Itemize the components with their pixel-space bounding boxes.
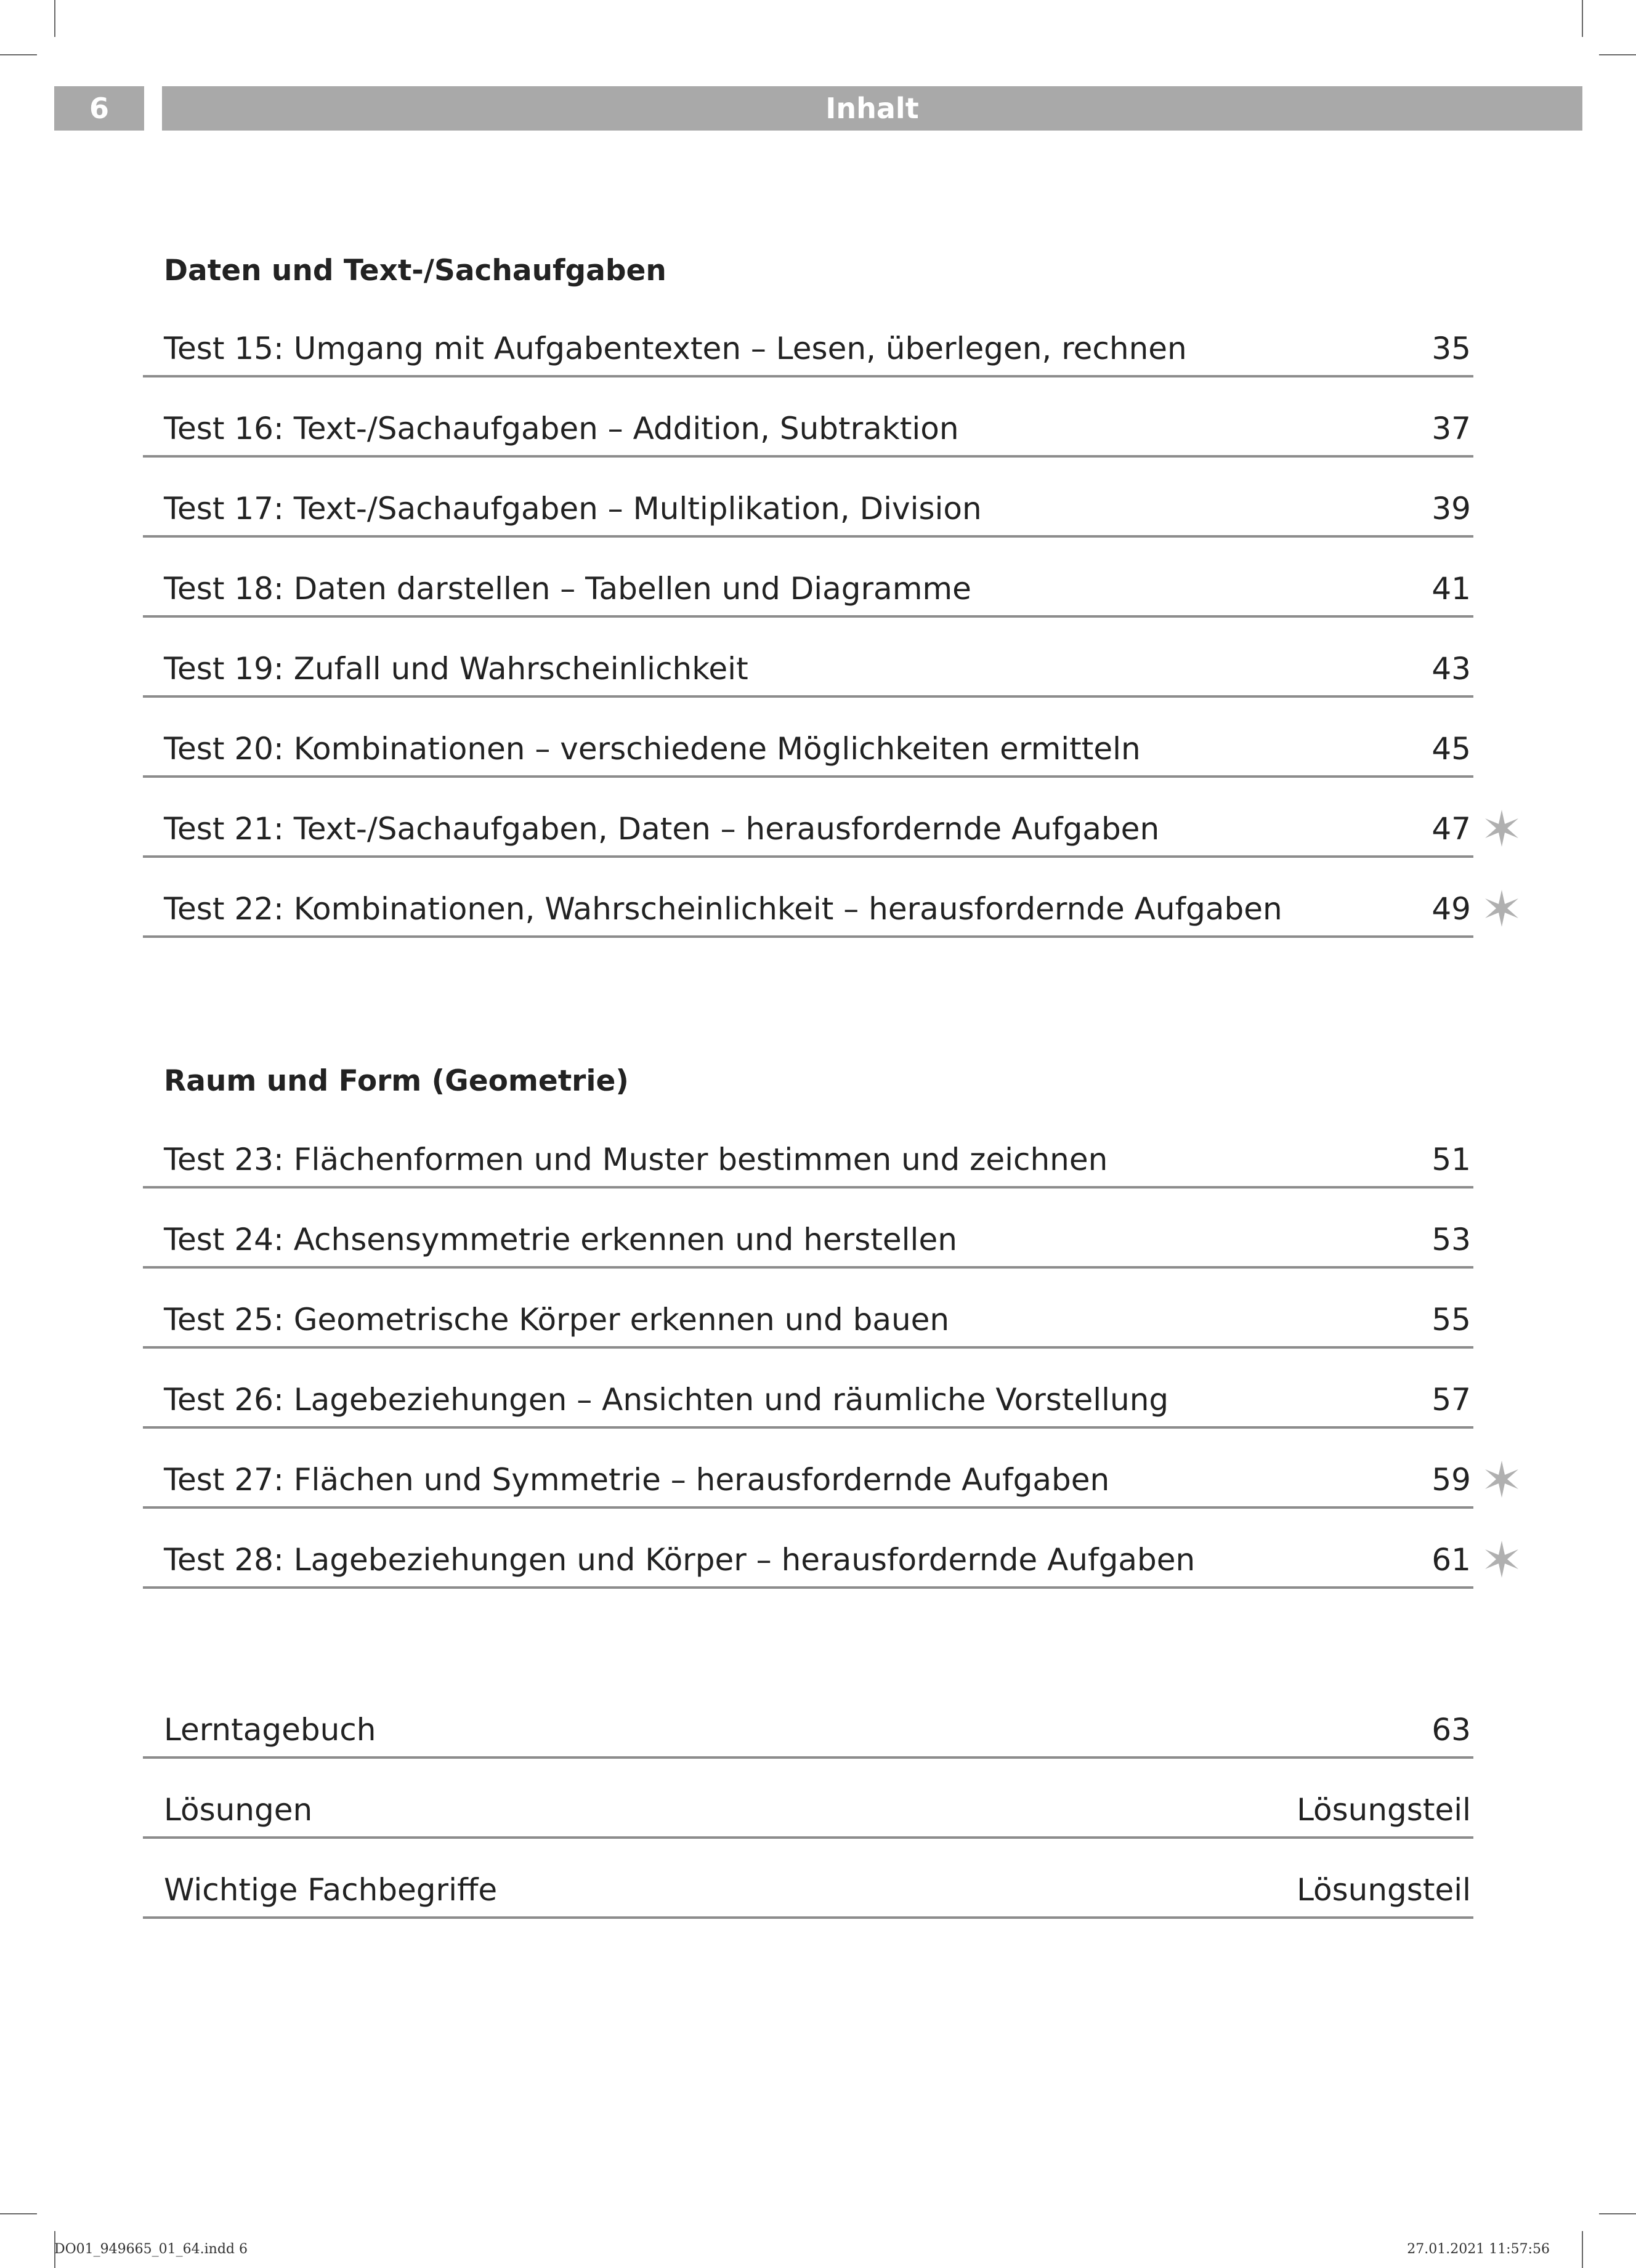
toc-entry[interactable] xyxy=(143,297,1473,377)
toc-entry-title: Wichtige Fachbegriffe xyxy=(164,1872,498,1908)
toc-entry-page: 37 xyxy=(1432,411,1471,446)
toc-entry-title: Test 28: Lagebeziehungen und Körper – herausfordernde Aufgaben xyxy=(164,1542,1196,1578)
toc-entry-title: Test 25: Geometrische Körper erkennen und bauen xyxy=(164,1302,950,1338)
toc-entry[interactable] xyxy=(143,1759,1473,1839)
toc-entry[interactable] xyxy=(143,1839,1473,1919)
toc-entry-title: Test 18: Daten darstellen – Tabellen und Diagramme xyxy=(164,571,971,607)
crop-mark xyxy=(54,0,55,37)
toc-entry-page: Lösungsteil xyxy=(1297,1792,1471,1828)
toc-entry-title: Test 26: Lagebeziehungen – Ansichten und räumliche Vorstellung xyxy=(164,1382,1169,1418)
divider xyxy=(143,1916,1473,1919)
toc-entry[interactable] xyxy=(143,1429,1473,1509)
section-heading: Raum und Form (Geometrie) xyxy=(164,1064,629,1098)
toc-entry-title: Test 23: Flächenformen und Muster bestimmen und zeichnen xyxy=(164,1142,1108,1177)
crop-mark xyxy=(0,2213,37,2214)
toc-entry-page: 59 xyxy=(1432,1462,1471,1498)
divider xyxy=(143,935,1473,938)
page-title: Inhalt xyxy=(162,86,1582,131)
toc-entry-page: 55 xyxy=(1432,1302,1471,1338)
toc-entry-page: 43 xyxy=(1432,651,1471,687)
toc-entry-page: 45 xyxy=(1432,731,1471,767)
toc-entry-title: Test 24: Achsensymmetrie erkennen und herstellen xyxy=(164,1222,957,1257)
toc-entry[interactable] xyxy=(143,377,1473,458)
toc-entry-page: 41 xyxy=(1432,571,1471,607)
toc-entry[interactable] xyxy=(143,778,1473,858)
star-icon xyxy=(1481,1538,1523,1580)
toc-entry-title: Lerntagebuch xyxy=(164,1712,376,1748)
toc-entry[interactable] xyxy=(143,1188,1473,1269)
toc-entry-page: 53 xyxy=(1432,1222,1471,1257)
toc-entry-title: Test 19: Zufall und Wahrscheinlichkeit xyxy=(164,651,748,687)
toc-entry-page: 39 xyxy=(1432,491,1471,527)
crop-mark xyxy=(1582,2231,1583,2268)
star-icon xyxy=(1481,807,1523,849)
toc-entry[interactable] xyxy=(143,1108,1473,1188)
toc-entry-page: 49 xyxy=(1432,891,1471,927)
section-heading: Daten und Text-/Sachaufgaben xyxy=(164,254,666,288)
toc-entry-page: 61 xyxy=(1432,1542,1471,1578)
toc-entry-title: Test 16: Text-/Sachaufgaben – Addition, Subtraktion xyxy=(164,411,959,446)
toc-entry-page: 47 xyxy=(1432,811,1471,847)
toc-entry-title: Lösungen xyxy=(164,1792,313,1828)
toc-entry[interactable] xyxy=(143,1349,1473,1429)
crop-mark xyxy=(1582,0,1583,37)
toc-entry[interactable] xyxy=(143,538,1473,618)
toc-entry-page: Lösungsteil xyxy=(1297,1872,1471,1908)
toc-entry-page: 51 xyxy=(1432,1142,1471,1177)
toc-entry-title: Test 21: Text-/Sachaufgaben, Daten – herausfordernde Aufgaben xyxy=(164,811,1160,847)
toc-entry-title: Test 17: Text-/Sachaufgaben – Multiplikation, Division xyxy=(164,491,982,527)
toc-entry-title: Test 20: Kombinationen – verschiedene Möglichkeiten ermitteln xyxy=(164,731,1141,767)
footer-timestamp: 27.01.2021 11:57:56 xyxy=(1407,2242,1550,2257)
toc-entry[interactable] xyxy=(143,698,1473,778)
crop-mark xyxy=(1599,2213,1636,2214)
toc-entry[interactable] xyxy=(143,858,1473,938)
toc-entry[interactable] xyxy=(143,458,1473,538)
footer-file: DO01_949665_01_64.indd 6 xyxy=(54,2242,248,2257)
divider xyxy=(143,1586,1473,1589)
toc-entry-page: 57 xyxy=(1432,1382,1471,1418)
toc-entry-page: 63 xyxy=(1432,1712,1471,1748)
star-icon xyxy=(1481,887,1523,929)
toc-entry-page: 35 xyxy=(1432,331,1471,366)
toc-entry-title: Test 27: Flächen und Symmetrie – herausfordernde Aufgaben xyxy=(164,1462,1110,1498)
star-icon xyxy=(1481,1458,1523,1500)
page-number: 6 xyxy=(54,86,144,131)
toc-entry[interactable] xyxy=(143,1679,1473,1759)
toc-entry-title: Test 15: Umgang mit Aufgabentexten – Lesen, überlegen, rechnen xyxy=(164,331,1187,366)
toc-entry-title: Test 22: Kombinationen, Wahrscheinlichkeit – herausfordernde Aufgaben xyxy=(164,891,1282,927)
toc-entry[interactable] xyxy=(143,1269,1473,1349)
toc-entry[interactable] xyxy=(143,1509,1473,1589)
crop-mark xyxy=(0,54,37,55)
crop-mark xyxy=(1599,54,1636,55)
toc-entry[interactable] xyxy=(143,618,1473,698)
